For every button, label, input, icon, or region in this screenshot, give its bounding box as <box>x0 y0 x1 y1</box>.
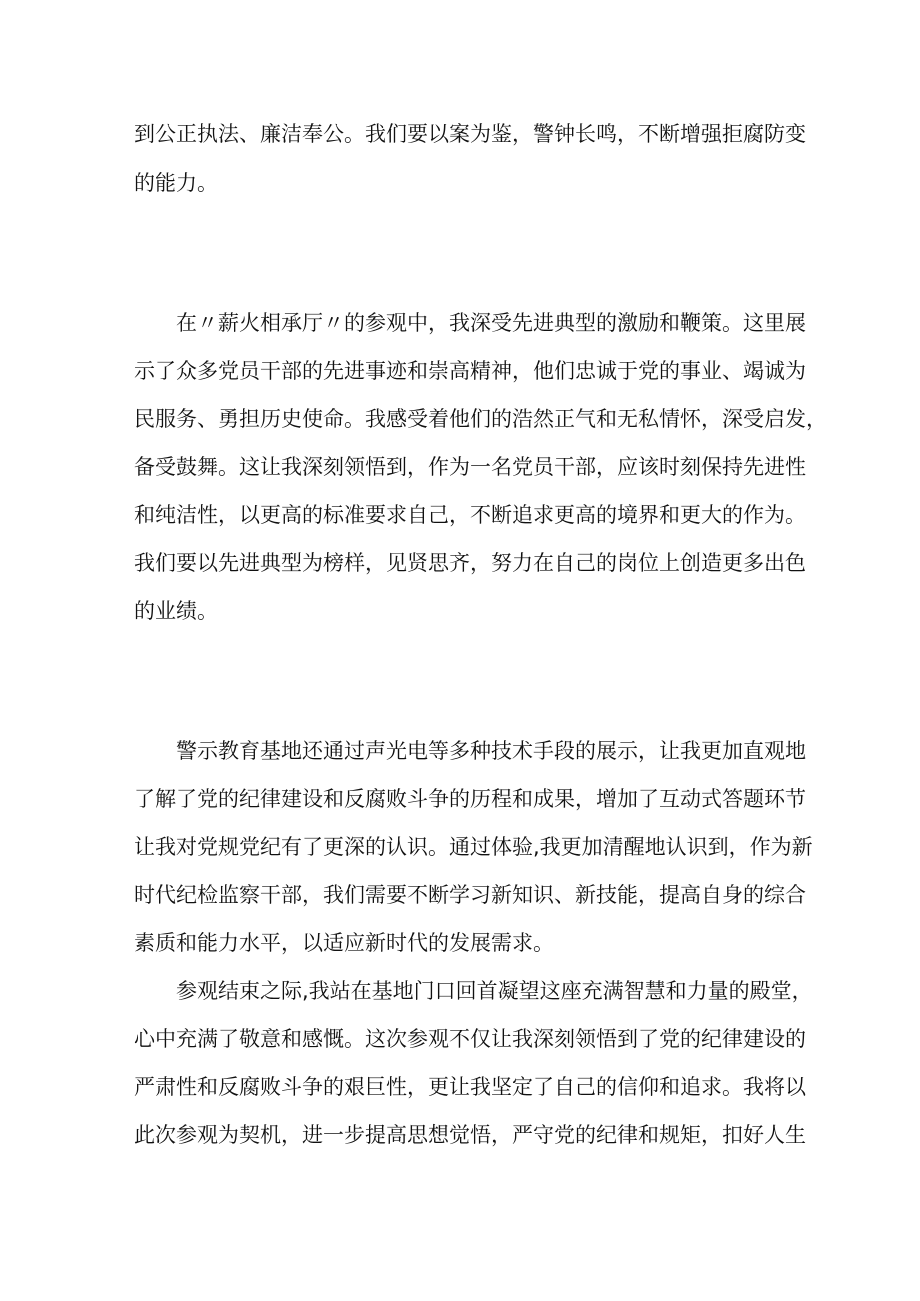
text-line: 备受鼓舞。这让我深刻领悟到，作为一名党员干部，应该时刻保持先进性 <box>134 455 806 479</box>
text-line: 心中充满了敬意和感慨。这次参观不仅让我深刻领悟到了党的纪律建设的 <box>134 1027 806 1051</box>
text-line: 和纯洁性，以更高的标准要求自己，不断追求更高的境界和更大的作为。 <box>134 503 806 527</box>
text-line: 警示教育基地还通过声光电等多种技术手段的展示，让我更加直观地 <box>176 739 806 763</box>
text-line: 到公正执法、廉洁奉公。我们要以案为鉴，警钟长鸣，不断增强拒腐防变 <box>134 122 806 146</box>
text-line: 让我对党规党纪有了更深的认识。通过体验,我更加清醒地认识到，作为新 <box>134 835 813 859</box>
text-line: 民服务、勇担历史使命。我感受着他们的浩然正气和无私情怀，深受启发， <box>134 407 827 431</box>
text-line: 时代纪检监察干部，我们需要不断学习新知识、新技能，提高自身的综合 <box>134 883 806 907</box>
text-line: 在〃薪火相承厅〃的参观中，我深受先进典型的激励和鞭策。这里展 <box>176 311 806 335</box>
text-line: 此次参观为契机，进一步提高思想觉悟，严守党的纪律和规矩，扣好人生 <box>134 1123 806 1147</box>
text-line: 素质和能力水平，以适应新时代的发展需求。 <box>134 931 554 955</box>
text-line: 的能力。 <box>134 171 218 195</box>
text-line: 严肃性和反腐败斗争的艰巨性，更让我坚定了自己的信仰和追求。我将以 <box>134 1075 806 1099</box>
text-line: 的业绩。 <box>134 599 218 623</box>
text-line: 我们要以先进典型为榜样，见贤思齐，努力在自己的岗位上创造更多出色 <box>134 551 806 575</box>
text-line: 参观结束之际,我站在基地门口回首凝望这座充满智慧和力量的殿堂， <box>176 979 813 1003</box>
text-line: 了解了党的纪律建设和反腐败斗争的历程和成果，增加了互动式答题环节 <box>134 787 806 811</box>
text-line: 示了众多党员干部的先进事迹和崇高精神，他们忠诚于党的事业、竭诚为 <box>134 359 806 383</box>
